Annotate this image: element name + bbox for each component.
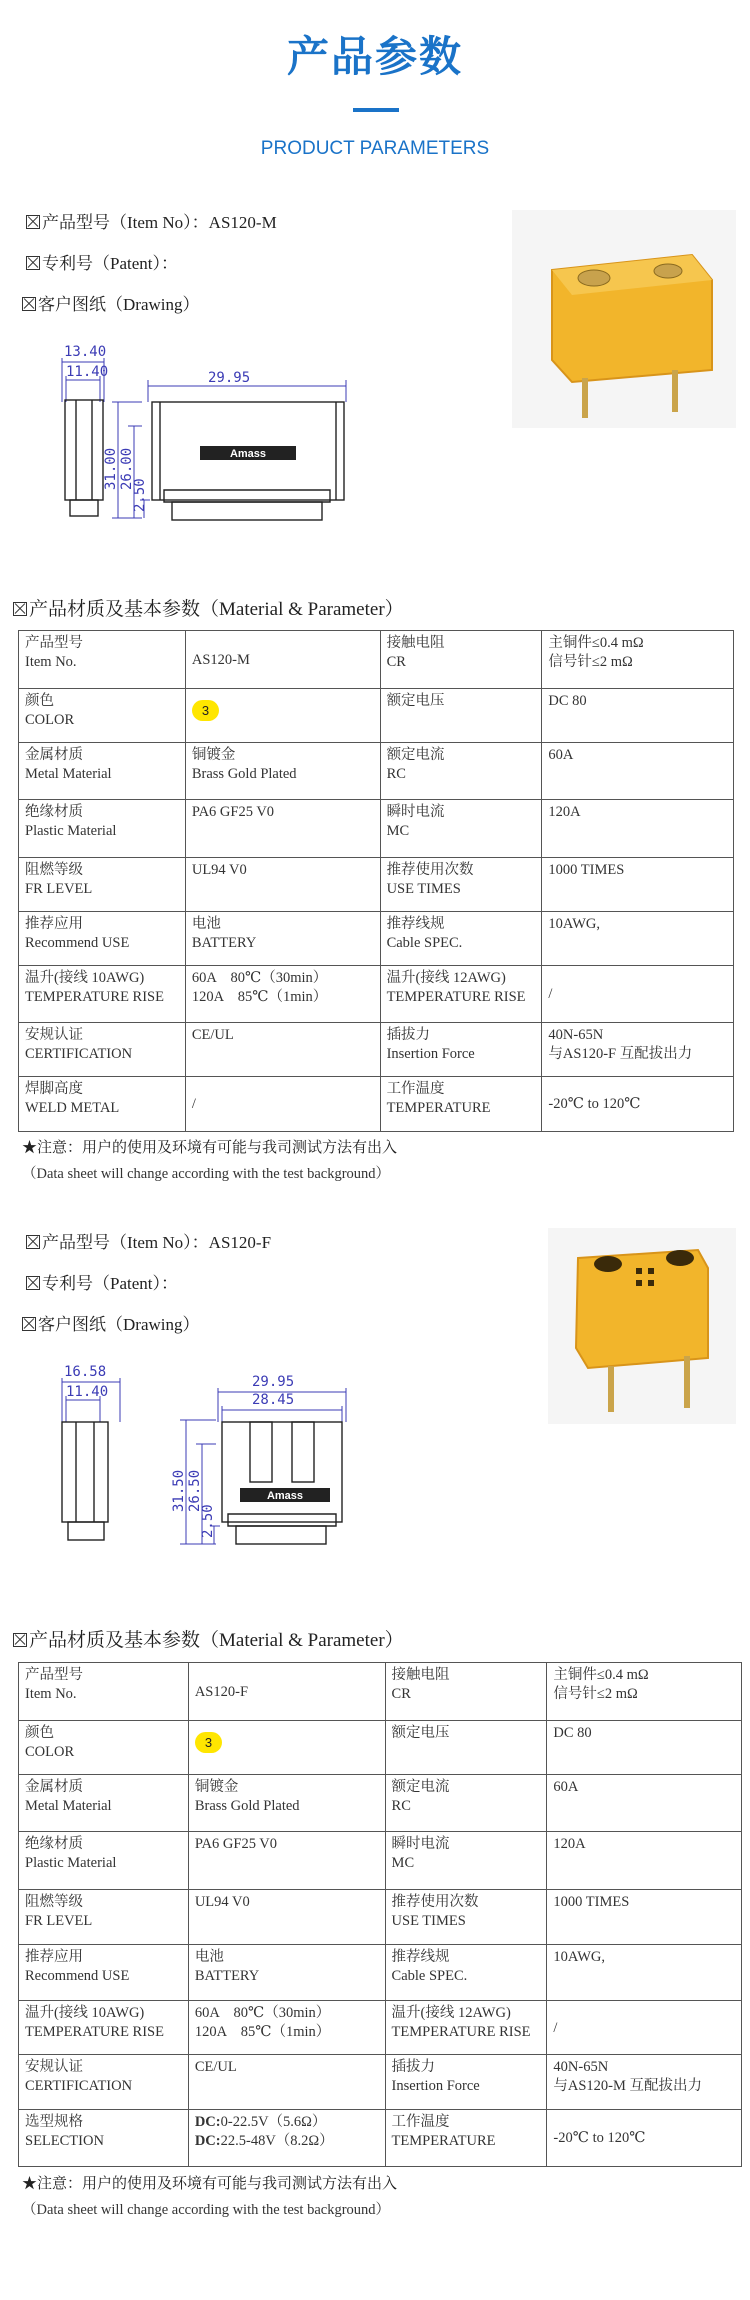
checkbox-icon — [26, 215, 40, 229]
table-cell — [19, 2055, 189, 2110]
cell-line: UL94 V0 — [191, 862, 247, 878]
table-cell — [19, 2110, 189, 2167]
note-datasheet: （Data sheet will change according with the test background） — [22, 2202, 391, 2218]
patent-text: 专利号（Patent）： — [42, 254, 178, 273]
cell-line: DC 80 — [548, 693, 587, 709]
cell-line: Item No. — [25, 1686, 77, 1702]
checkbox-icon — [13, 1633, 27, 1647]
table-cell — [380, 912, 542, 966]
cell-line: 与AS120-F 互配拔出力 — [548, 1046, 693, 1062]
table-cell — [547, 2001, 742, 2055]
table-cell — [19, 1890, 189, 1945]
checkbox-icon — [26, 256, 40, 270]
cell-line: 额定电压 — [391, 1725, 450, 1741]
cell-line: 1000 TIMES — [553, 1894, 630, 1910]
cell-line: 铜镀金 — [194, 1779, 239, 1795]
cell-line: 瞬时电流 — [391, 1836, 450, 1852]
table-row — [19, 2110, 742, 2167]
cell-line: 40N-65N — [553, 2059, 609, 2075]
cell-line: USE TIMES — [391, 1913, 466, 1929]
technical-drawing-m — [40, 340, 360, 540]
cell-line: RC — [391, 1798, 411, 1814]
cell-line: 主铜件≤0.4 mΩ — [548, 635, 644, 651]
table-row — [19, 1721, 742, 1775]
cell-line: CE/UL — [194, 2059, 237, 2075]
table-cell — [542, 631, 734, 689]
table-cell — [188, 2110, 385, 2167]
table-row — [19, 2001, 742, 2055]
table-row — [19, 1663, 742, 1721]
table-cell — [547, 1945, 742, 2001]
table-cell — [185, 800, 380, 858]
selection-label: DC: — [194, 2114, 221, 2130]
table-cell — [380, 966, 542, 1023]
cell-line: FR LEVEL — [25, 1913, 93, 1929]
table-cell — [19, 2001, 189, 2055]
table-cell — [188, 1890, 385, 1945]
cell-line: COLOR — [25, 712, 75, 728]
cell-line — [195, 2132, 379, 2151]
cell-line: 插拔力 — [391, 2059, 436, 2075]
table-row — [19, 858, 734, 912]
cell-line: CR — [386, 654, 406, 670]
item-no-line — [26, 208, 277, 233]
table-cell — [19, 1077, 186, 1132]
table-cell — [385, 2110, 547, 2167]
table-cell — [542, 966, 734, 1023]
brand-logo: Amass — [266, 1490, 304, 1502]
table-cell — [542, 743, 734, 800]
selection-label: DC: — [194, 2133, 221, 2149]
cell-line: 额定电压 — [386, 693, 445, 709]
cell-line: CE/UL — [191, 1027, 234, 1043]
table-cell — [542, 689, 734, 743]
cell-line: 工作温度 — [386, 1081, 445, 1097]
page-title: 产品参数 — [286, 32, 463, 81]
table-row — [19, 689, 734, 743]
table-cell — [547, 1832, 742, 1890]
table-cell — [185, 743, 380, 800]
table-cell — [19, 800, 186, 858]
table-row — [19, 800, 734, 858]
table-cell — [385, 1890, 547, 1945]
cell-line: BATTERY — [194, 1968, 260, 1984]
technical-drawing-f — [40, 1360, 360, 1570]
table-cell — [385, 2055, 547, 2110]
cell-line: 温升(接线 10AWG) — [25, 2005, 145, 2021]
table-cell — [385, 1663, 547, 1721]
table-cell — [380, 858, 542, 912]
dim-label: 29.95 — [208, 370, 251, 386]
cell-line: CR — [391, 1686, 411, 1702]
table-cell — [19, 1832, 189, 1890]
cell-line: TEMPERATURE RISE — [391, 2024, 531, 2040]
table-cell — [385, 2001, 547, 2055]
cell-line: Cable SPEC. — [386, 935, 463, 951]
dim-label: 26.00 — [119, 447, 135, 490]
cell-line: 铜镀金 — [191, 747, 236, 763]
cell-line: TEMPERATURE — [386, 1100, 491, 1116]
table-cell — [380, 631, 542, 689]
cell-line: SELECTION — [25, 2133, 104, 2149]
table-cell — [542, 800, 734, 858]
table-row — [19, 912, 734, 966]
selection-value: 22.5-48V（8.2Ω） — [220, 2133, 334, 2149]
cell-line: 主铜件≤0.4 mΩ — [553, 1667, 649, 1683]
table-cell — [19, 966, 186, 1023]
drawing-line — [22, 1310, 199, 1335]
dim-label: 31.00 — [103, 447, 119, 490]
checkbox-icon — [22, 1317, 36, 1331]
spec-table-f — [18, 1662, 742, 2167]
cell-line: 120A 85℃（1min） — [194, 2024, 331, 2040]
table-cell — [547, 2055, 742, 2110]
cell-line: 10AWG, — [553, 1949, 605, 1965]
color-badge: 3 — [195, 1732, 222, 1753]
table-cell — [19, 689, 186, 743]
checkbox-icon — [22, 297, 36, 311]
patent-line — [26, 1269, 178, 1294]
table-cell — [19, 1775, 189, 1832]
cell-line: 40N-65N — [548, 1027, 604, 1043]
cell-line: 1000 TIMES — [548, 862, 625, 878]
cell-line: Insertion Force — [386, 1046, 475, 1062]
note-warning: ★注意：用户的使用及环境有可能与我司测试方法有出入 — [22, 2176, 398, 2192]
selection-value: 0-22.5V（5.6Ω） — [220, 2114, 327, 2130]
item-no-text: 产品型号（Item No）：AS120-F — [42, 1233, 272, 1252]
note-datasheet: （Data sheet will change according with the test background） — [22, 1166, 391, 1182]
cell-line: 选型规格 — [25, 2114, 83, 2130]
item-no-text: 产品型号（Item No）：AS120-M — [42, 213, 277, 232]
table-cell — [185, 912, 380, 966]
cell-line: 与AS120-M 互配拔出力 — [553, 2078, 703, 2094]
cell-line: Plastic Material — [25, 1855, 117, 1871]
cell-line: RC — [386, 766, 406, 782]
table-cell — [188, 2001, 385, 2055]
cell-line: TEMPERATURE RISE — [386, 989, 526, 1005]
cell-line: Brass Gold Plated — [191, 766, 297, 782]
drawing-line — [22, 290, 199, 315]
table-cell — [380, 689, 542, 743]
cell-line: Cable SPEC. — [391, 1968, 468, 1984]
table-row — [19, 1023, 734, 1077]
checkbox-icon — [26, 1235, 40, 1249]
checkbox-icon — [26, 1276, 40, 1290]
cell-line: 10AWG, — [548, 916, 600, 932]
cell-line: 安规认证 — [25, 1027, 83, 1043]
cell-line: 颜色 — [25, 693, 54, 709]
table-cell — [19, 631, 186, 689]
table-cell — [542, 1023, 734, 1077]
section-title-m — [13, 594, 404, 621]
table-cell — [547, 1663, 742, 1721]
cell-line: 电池 — [191, 916, 221, 932]
dim-label: 31.50 — [171, 1469, 187, 1512]
table-cell — [185, 1077, 380, 1132]
checkbox-icon — [13, 602, 27, 616]
cell-line: AS120-M — [191, 651, 250, 668]
cell-line: 绝缘材质 — [25, 1836, 83, 1852]
dim-label: 11.40 — [66, 1384, 109, 1400]
dim-label: 2.50 — [200, 1504, 216, 1538]
cell-line — [195, 2113, 379, 2132]
cell-line: Metal Material — [25, 1798, 112, 1814]
cell-line: 插拔力 — [386, 1027, 431, 1043]
table-cell — [385, 1832, 547, 1890]
cell-line: -20℃ to 120℃ — [548, 1096, 641, 1112]
cell-line: CERTIFICATION — [25, 2078, 133, 2094]
table-cell — [185, 1023, 380, 1077]
table-cell — [542, 858, 734, 912]
cell-line: 60A — [553, 1779, 579, 1795]
cell-line: 额定电流 — [386, 747, 445, 763]
spec-table-m — [18, 630, 734, 1132]
cell-line: COLOR — [25, 1744, 75, 1760]
cell-line: 工作温度 — [391, 2114, 450, 2130]
cell-line: / — [191, 1096, 196, 1112]
cell-line: 产品型号 — [25, 635, 83, 651]
table-cell — [19, 1721, 189, 1775]
cell-line: 推荐线规 — [386, 916, 445, 932]
table-row — [19, 1890, 742, 1945]
product-photo-m — [512, 210, 736, 428]
table-cell — [188, 1663, 385, 1721]
item-no-line — [26, 1228, 271, 1253]
drawing-text: 客户图纸（Drawing） — [38, 295, 200, 314]
cell-line: 阻燃等级 — [25, 862, 83, 878]
cell-line: 120A — [553, 1836, 586, 1852]
table-cell — [188, 2055, 385, 2110]
table-cell — [19, 858, 186, 912]
cell-line: WELD METAL — [25, 1100, 120, 1116]
cell-line: 焊脚高度 — [25, 1081, 83, 1097]
cell-line: TEMPERATURE RISE — [25, 989, 164, 1005]
cell-line: / — [553, 2019, 558, 2036]
table-row — [19, 631, 734, 689]
cell-line: 推荐应用 — [25, 1949, 83, 1965]
table-row — [19, 1077, 734, 1132]
table-cell — [547, 1890, 742, 1945]
dim-label: 11.40 — [66, 364, 109, 380]
product-photo-f — [548, 1228, 736, 1424]
table-cell — [19, 912, 186, 966]
dim-label: 13.40 — [64, 344, 107, 360]
cell-line: 60A — [548, 747, 574, 763]
table-row — [19, 2055, 742, 2110]
dim-label: 16.58 — [64, 1364, 107, 1380]
cell-line: Recommend USE — [25, 1968, 130, 1984]
cell-line: 60A 80℃（30min） — [191, 970, 328, 986]
cell-line: 推荐应用 — [25, 916, 83, 932]
cell-line: 信号针≤2 mΩ — [553, 1686, 638, 1702]
cell-line: BATTERY — [191, 935, 257, 951]
table-row — [19, 1775, 742, 1832]
cell-line: 信号针≤2 mΩ — [548, 654, 633, 670]
cell-line — [192, 692, 374, 721]
cell-line: 温升(接线 12AWG) — [391, 2005, 511, 2021]
section-title-text: 产品材质及基本参数（Material & Parameter） — [29, 599, 404, 620]
table-row — [19, 743, 734, 800]
page-subtitle: PRODUCT PARAMETERS — [260, 138, 490, 159]
cell-line: PA6 GF25 V0 — [194, 1836, 278, 1852]
cell-line: Metal Material — [25, 766, 112, 782]
note-warning: ★注意：用户的使用及环境有可能与我司测试方法有出入 — [22, 1140, 398, 1156]
dim-label: 28.45 — [252, 1392, 295, 1408]
cell-line: FR LEVEL — [25, 881, 93, 897]
table-row — [19, 966, 734, 1023]
cell-line: 推荐使用次数 — [386, 862, 474, 878]
section-title-f — [13, 1625, 404, 1652]
table-cell — [542, 912, 734, 966]
cell-line: 温升(接线 10AWG) — [25, 970, 145, 986]
title-underline — [353, 108, 399, 112]
table-cell — [380, 1023, 542, 1077]
dim-label: 26.50 — [187, 1469, 203, 1512]
cell-line: USE TIMES — [386, 881, 461, 897]
cell-line: 120A 85℃（1min） — [191, 989, 328, 1005]
cell-line: 产品型号 — [25, 1667, 83, 1683]
cell-line: 金属材质 — [25, 1779, 83, 1795]
table-cell — [380, 800, 542, 858]
cell-line: TEMPERATURE RISE — [25, 2024, 164, 2040]
dim-label: 2.50 — [132, 478, 148, 512]
cell-line: 瞬时电流 — [386, 804, 445, 820]
cell-line: Item No. — [25, 654, 77, 670]
cell-line: CERTIFICATION — [25, 1046, 133, 1062]
cell-line: 阻燃等级 — [25, 1894, 83, 1910]
cell-line: 额定电流 — [391, 1779, 450, 1795]
table-cell — [185, 631, 380, 689]
cell-line: 接触电阻 — [391, 1667, 450, 1683]
brand-logo: Amass — [229, 448, 267, 460]
table-cell — [19, 1663, 189, 1721]
table-cell — [380, 1077, 542, 1132]
cell-line: MC — [386, 823, 410, 839]
cell-line: 接触电阻 — [386, 635, 445, 651]
table-cell — [385, 1721, 547, 1775]
table-cell — [188, 1721, 385, 1775]
cell-line: Insertion Force — [391, 2078, 480, 2094]
table-cell — [188, 1775, 385, 1832]
cell-line: -20℃ to 120℃ — [553, 2130, 646, 2146]
dim-label: 29.95 — [252, 1374, 295, 1390]
cell-line: 颜色 — [25, 1725, 54, 1741]
drawing-text: 客户图纸（Drawing） — [38, 1315, 200, 1334]
table-row — [19, 1945, 742, 2001]
table-cell — [188, 1832, 385, 1890]
table-cell — [185, 689, 380, 743]
cell-line: 温升(接线 12AWG) — [386, 970, 506, 986]
cell-line: Brass Gold Plated — [194, 1798, 300, 1814]
table-cell — [547, 1721, 742, 1775]
cell-line: 安规认证 — [25, 2059, 83, 2075]
table-cell — [19, 743, 186, 800]
patent-text: 专利号（Patent）： — [42, 1274, 178, 1293]
cell-line: 电池 — [194, 1949, 224, 1965]
color-badge: 3 — [192, 700, 219, 721]
cell-line: PA6 GF25 V0 — [191, 804, 275, 820]
table-cell — [385, 1775, 547, 1832]
cell-line: 金属材质 — [25, 747, 83, 763]
table-cell — [380, 743, 542, 800]
cell-line: Recommend USE — [25, 935, 130, 951]
cell-line: 绝缘材质 — [25, 804, 83, 820]
section-title-text: 产品材质及基本参数（Material & Parameter） — [29, 1630, 404, 1651]
table-cell — [185, 966, 380, 1023]
cell-line: AS120-F — [194, 1683, 249, 1700]
cell-line: MC — [391, 1855, 415, 1871]
cell-line: / — [548, 986, 553, 1002]
cell-line: UL94 V0 — [194, 1894, 250, 1910]
table-cell — [547, 2110, 742, 2167]
cell-line: Plastic Material — [25, 823, 117, 839]
cell-line: 推荐线规 — [391, 1949, 450, 1965]
patent-line — [26, 249, 178, 274]
table-row — [19, 1832, 742, 1890]
table-cell — [385, 1945, 547, 2001]
table-cell — [19, 1023, 186, 1077]
cell-line: DC 80 — [553, 1725, 592, 1741]
table-cell — [542, 1077, 734, 1132]
cell-line: 120A — [548, 804, 581, 820]
table-cell — [547, 1775, 742, 1832]
cell-line: 推荐使用次数 — [391, 1894, 479, 1910]
cell-line: 60A 80℃（30min） — [194, 2005, 331, 2021]
table-cell — [185, 858, 380, 912]
table-cell — [188, 1945, 385, 2001]
table-cell — [19, 1945, 189, 2001]
cell-line — [195, 1724, 379, 1753]
cell-line: TEMPERATURE — [391, 2133, 496, 2149]
